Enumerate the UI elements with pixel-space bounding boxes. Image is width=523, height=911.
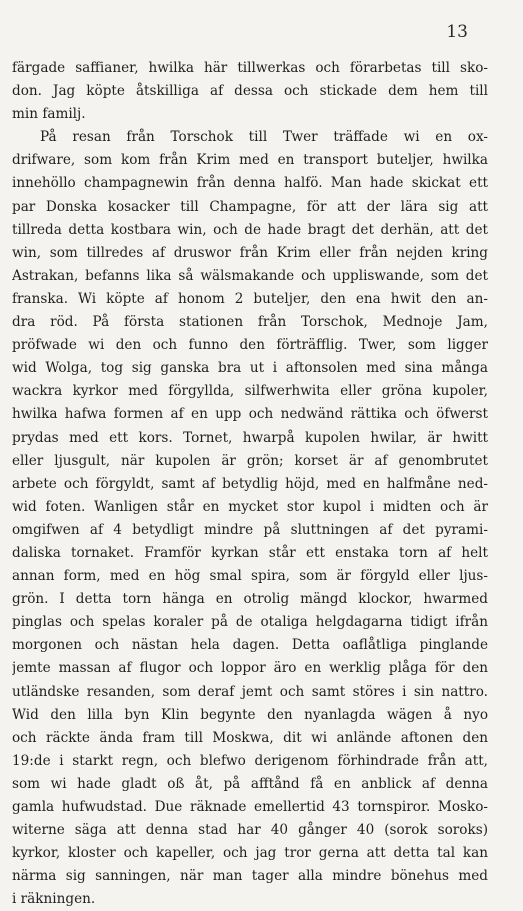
text-line: jemte massan af flugor och loppor äro en werklig plåga för den	[12, 660, 488, 677]
text-line: gamla hufwudstad. Due räknade emellertid 43 tornspiror. Mosko-	[12, 799, 488, 815]
text-line: drifware, som kom från Krim med en transport buteljer, hwilka	[12, 152, 488, 169]
text-line: Wid den lilla byn Klin begynte den nyanlagda wägen å nyo	[12, 706, 488, 723]
text-line: wid Wolga, tog sig ganska bra ut i aftonsolen med sina många	[12, 360, 488, 377]
text-line: min familj.	[12, 106, 86, 123]
text-line: wid foten. Wanligen står en mycket stor kupol i midten och är	[12, 498, 488, 515]
text-line: dra röd. På första stationen från Torschok, Mednoje Jam,	[12, 314, 488, 331]
text-line: tillreda detta kostbara win, och de hade bragt det derhän, att det	[12, 221, 488, 238]
text-line: innehöllo champagnewin från denna halfö. Man hade skickat ett	[12, 175, 488, 192]
text-line: som wi hade gladt oß åt, på afftånd få en anblick af denna	[12, 775, 488, 792]
body-text	[12, 57, 488, 911]
text-line: don. Jag köpte åtskilliga af dessa och stickade dem hem till	[12, 83, 488, 100]
text-line: eller ljusgult, när kupolen är grön; korset är af genombrutet	[12, 452, 488, 469]
text-line: franska. Wi köpte af honom 2 buteljer, den ena hwit den an-	[12, 290, 488, 307]
text-line: kyrkor, kloster och kapeller, och jag tror gerna att detta tal kan	[12, 845, 488, 862]
text-line: wackra kyrkor med förgyllda, silfwerhwita eller gröna kupoler,	[12, 383, 488, 400]
text-line: pröfwade wi den och funno den förträfflig. Twer, som ligger	[12, 337, 488, 354]
text-line: prydas med ett kors. Tornet, hwarpå kupolen hwilar, är hwitt	[12, 429, 488, 446]
text-line: par Donska kosacker till Champagne, för att der lära sig att	[12, 198, 488, 215]
text-line: omgifwen af 4 betydligt mindre på sluttningen af det pyrami-	[12, 521, 488, 538]
text-line: utländske resanden, som deraf jemt och samt störes i sin nattro.	[12, 683, 488, 700]
text-line: På resan från Torschok till Twer träffade wi en ox-	[40, 129, 488, 146]
text-line: pinglas och spelas koraler på de otaliga helgdagarna tidigt ifrån	[12, 614, 488, 631]
text-line: hwilka hafwa formen af en upp och nedwänd rättika och öfwerst	[12, 406, 488, 423]
text-line: närma sig sanningen, när man tager alla mindre bönehus med	[12, 868, 488, 885]
text-line: daliska tornaket. Framför kyrkan står ett enstaka torn af helt	[12, 544, 488, 561]
text-line: arbete och förgyldt, samt af betydlig höjd, med en halfmåne ned-	[12, 475, 488, 492]
text-line: färgade saffianer, hwilka här tillwerkas och förarbetas till sko-	[12, 60, 488, 76]
text-line: witerne säga att denna stad har 40 gånger 40 (sorok soroks)	[12, 822, 488, 839]
page-number: 13	[446, 22, 468, 42]
text-line: morgonen och nästan hela dagen. Detta oaflåtliga pinglande	[12, 637, 488, 654]
text-line: annan form, med en hög smal spira, som är förgyld eller ljus-	[12, 568, 488, 585]
text-line: 19:de i starkt regn, och blefwo derigenom förhindrade från att,	[12, 752, 488, 769]
text-line: grön. I detta torn hänga en otrolig mängd klockor, hwarmed	[12, 591, 488, 608]
text-line: i räkningen.	[12, 891, 96, 908]
text-line: Astrakan, befanns lika så wälsmakande och uppliswande, som det	[12, 267, 488, 284]
text-line: win, som tillredes af druswor från Krim eller från nejden kring	[12, 244, 488, 261]
text-line: och räckte ända fram till Moskwa, dit wi anlände aftonen den	[12, 729, 488, 746]
